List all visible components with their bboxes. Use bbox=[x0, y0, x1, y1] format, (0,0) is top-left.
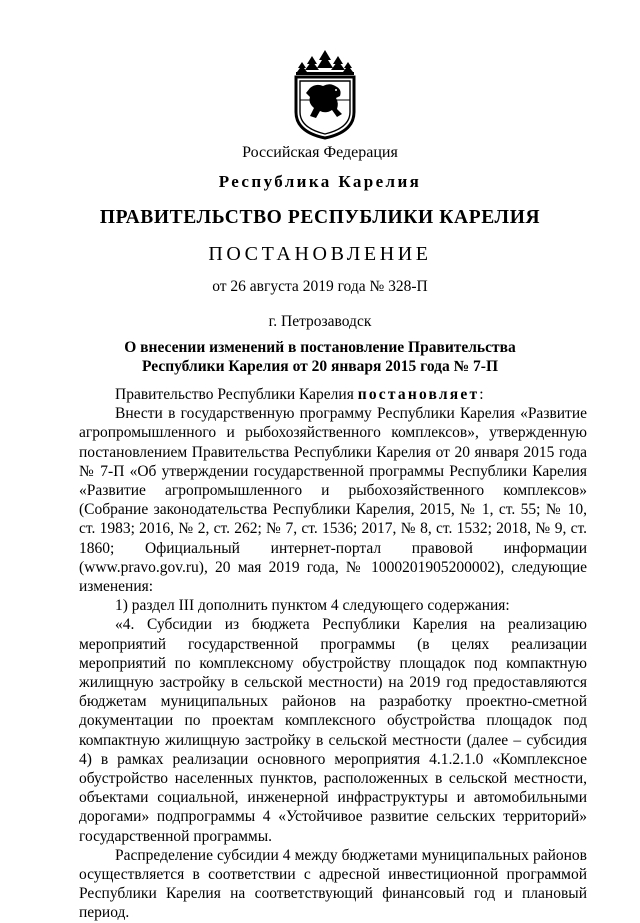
paragraph-1: Внести в государственную программу Республики Карелия «Развитие агропромышленного и рыбохозяйственного комплексов», утвержденную постановлением Правительства Республики Карелия от 20 января 2015 года № 7-П «Об утверждении государственной программы Республики Карелия «Развитие агропромышленного и рыбохозяйственного комплексов» (Собрание законодательства Республики Карелия, 2015, № 1, ст. 55; № 10, ст. 1983; 2016, № 2, ст. 262; № 7, ст. 1536; 2017, № 8, ст. 1532; 2018, № 9, ст. 1860; Официальный интернет-портал правовой информации (www.pravo.gov.ru), 20 мая 2019 года, № 1000201905200002), следующие изменения: bbox=[79, 405, 587, 596]
document-title-line-2: Республики Карелия от 20 января 2015 года № 7-П bbox=[141, 358, 499, 375]
paragraph-3: «4. Субсидии из бюджета Республики Карелия на реализацию мероприятий государственной программы (в целях реализации мероприятий по комплексному обустройству площадок под компактную жилищную застройку в сельской местности) на 2019 год предоставляются бюджетам муниципальных районов на разработку проектно-сметной документации по проектам комплексного обустройства площадок под компактную жилищную застройку в сельской местности (далее – субсидия 4) в рамках реализации основного мероприятия 4.1.2.1.0 «Комплексное обустройство населенных пунктов, расположенных в сельской местности, объектами социальной, инженерной инфраструктуры и автомобильными дорогами» подпрограммы 4 «Устойчивое развитие сельских территорий» государственной программы. bbox=[79, 616, 587, 845]
city-name: г. Петрозаводск bbox=[268, 313, 372, 330]
resolution-verb: постановляет bbox=[357, 386, 480, 403]
document-type: ПОСТАНОВЛЕНИЕ bbox=[208, 243, 432, 265]
document-title-line-1: О внесении изменений в постановление Правительства bbox=[124, 339, 516, 356]
paragraph-2: 1) раздел III дополнить пунктом 4 следующего содержания: bbox=[115, 597, 510, 615]
government-name: ПРАВИТЕЛЬСТВО РЕСПУБЛИКИ КАРЕЛИЯ bbox=[99, 207, 541, 228]
intro-text: Правительство Республики Карелия bbox=[115, 386, 358, 403]
document-body bbox=[79, 385, 587, 923]
intro-colon: : bbox=[479, 386, 484, 403]
document-title bbox=[0, 338, 640, 376]
republic-name: Республика Карелия bbox=[218, 172, 422, 191]
paragraph-4: Распределение субсидии 4 между бюджетами муниципальных районов осуществляется в соответствии с адресной инвестиционной программой Республики Карелия на соответствующий финансовый год и плановый период. bbox=[79, 846, 587, 922]
document-date-number: от 26 августа 2019 года № 328-П bbox=[212, 278, 428, 295]
federation-name: Российская Федерация bbox=[242, 144, 398, 161]
intro-paragraph bbox=[79, 385, 587, 404]
coat-of-arms-icon bbox=[290, 48, 360, 140]
